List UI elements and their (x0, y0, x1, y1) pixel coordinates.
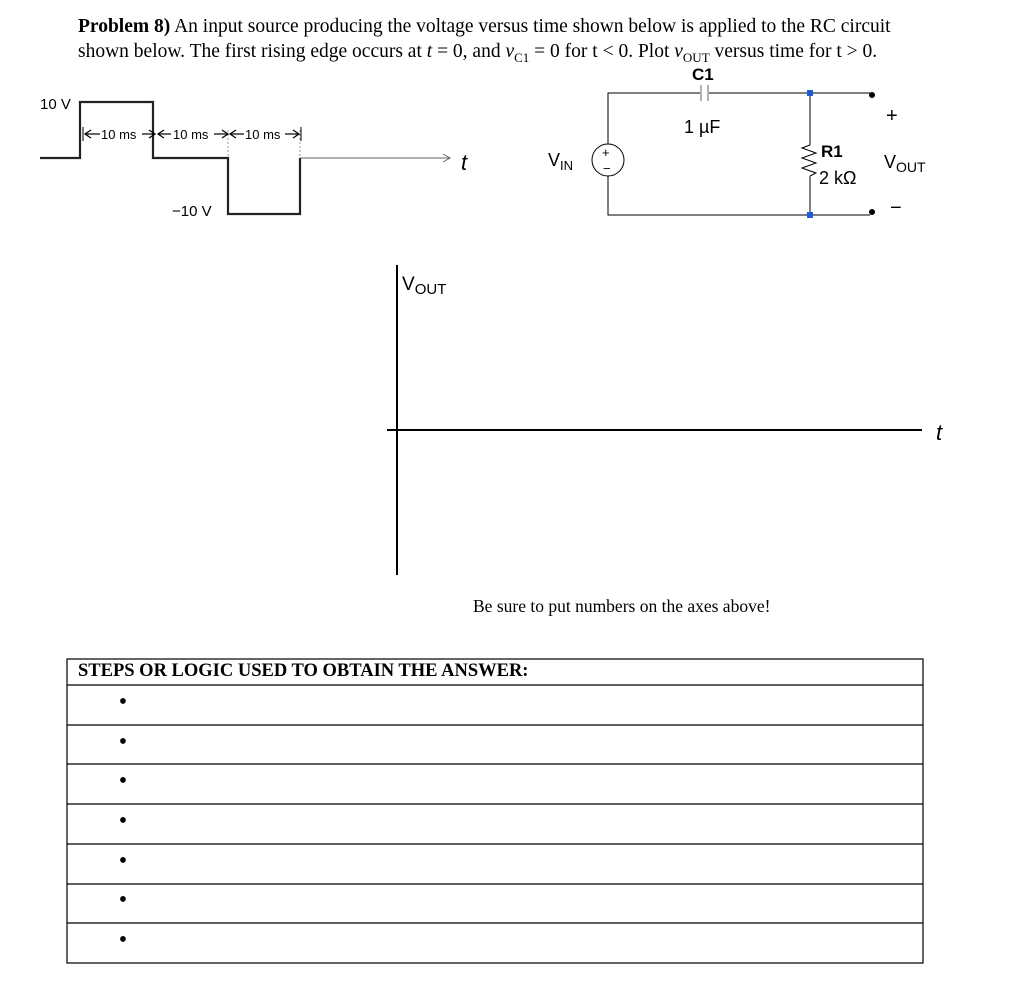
node-top (807, 90, 813, 96)
duration-label-2: 10 ms (173, 127, 209, 142)
duration-label-3: 10 ms (245, 127, 281, 142)
problem-line2-c: = 0 for t < 0. Plot (529, 41, 675, 62)
duration-marker-1 (85, 127, 155, 142)
problem-vout-sub: OUT (682, 49, 710, 65)
source-label: $V_{IN}$ (548, 150, 574, 173)
output-label: $V_{OUT}$ (884, 152, 926, 175)
output-plus: + (886, 105, 898, 127)
wire-bottom (608, 176, 810, 215)
problem-vout-var: v (674, 41, 683, 62)
source-plus: + (602, 145, 610, 160)
duration-marker-3 (230, 127, 299, 142)
node-bottom (807, 212, 813, 218)
problem-vc1-var: v (505, 41, 515, 62)
capacitor-value: 1 µF (684, 117, 721, 137)
problem-line2-b: = 0, and (432, 41, 506, 62)
problem-line2-a: shown below. The first rising edge occurs at (78, 41, 427, 62)
waveform-axis-label: t (461, 150, 468, 175)
problem-time-var: t (426, 41, 433, 62)
problem-vc1-sub: C1 (514, 49, 530, 65)
step-bullet: • (118, 768, 128, 794)
plot-x-label: t (936, 420, 943, 445)
step-bullet: • (118, 927, 128, 953)
steps-table-border (67, 659, 923, 963)
problem-label: Problem 8) (78, 16, 171, 37)
problem-line1: An input source producing the voltage versus time shown below is applied to the RC circuit (174, 16, 891, 37)
step-bullet: • (118, 887, 128, 913)
waveform-low-label: −10 V (172, 203, 212, 220)
waveform-high-label: 10 V (40, 96, 71, 113)
steps-header: STEPS OR LOGIC USED TO OBTAIN THE ANSWER: (78, 661, 529, 681)
steps-table (66, 658, 926, 968)
resistor (802, 145, 816, 176)
input-waveform (0, 0, 520, 240)
duration-label-1: 10 ms (101, 127, 137, 142)
output-terminal-bottom (869, 209, 875, 215)
duration-marker-2 (158, 127, 228, 142)
axes-note: Be sure to put numbers on the axes above! (473, 596, 771, 616)
step-bullet: • (118, 729, 128, 755)
output-terminal-top (869, 92, 875, 98)
answer-plot (380, 260, 980, 590)
step-bullet: • (118, 848, 128, 874)
rc-circuit (520, 60, 950, 230)
source-minus: − (603, 161, 611, 176)
capacitor-name: C1 (692, 65, 714, 84)
step-bullet: • (118, 689, 128, 715)
resistor-name: R1 (821, 142, 843, 161)
problem-line2-d: versus time for t > 0. (709, 41, 878, 62)
waveform-trace (40, 102, 300, 214)
resistor-value: 2 kΩ (819, 168, 857, 188)
step-bullet: • (118, 808, 128, 834)
plot-y-label: $V_{OUT}$ (402, 274, 447, 298)
output-minus: − (890, 197, 902, 219)
